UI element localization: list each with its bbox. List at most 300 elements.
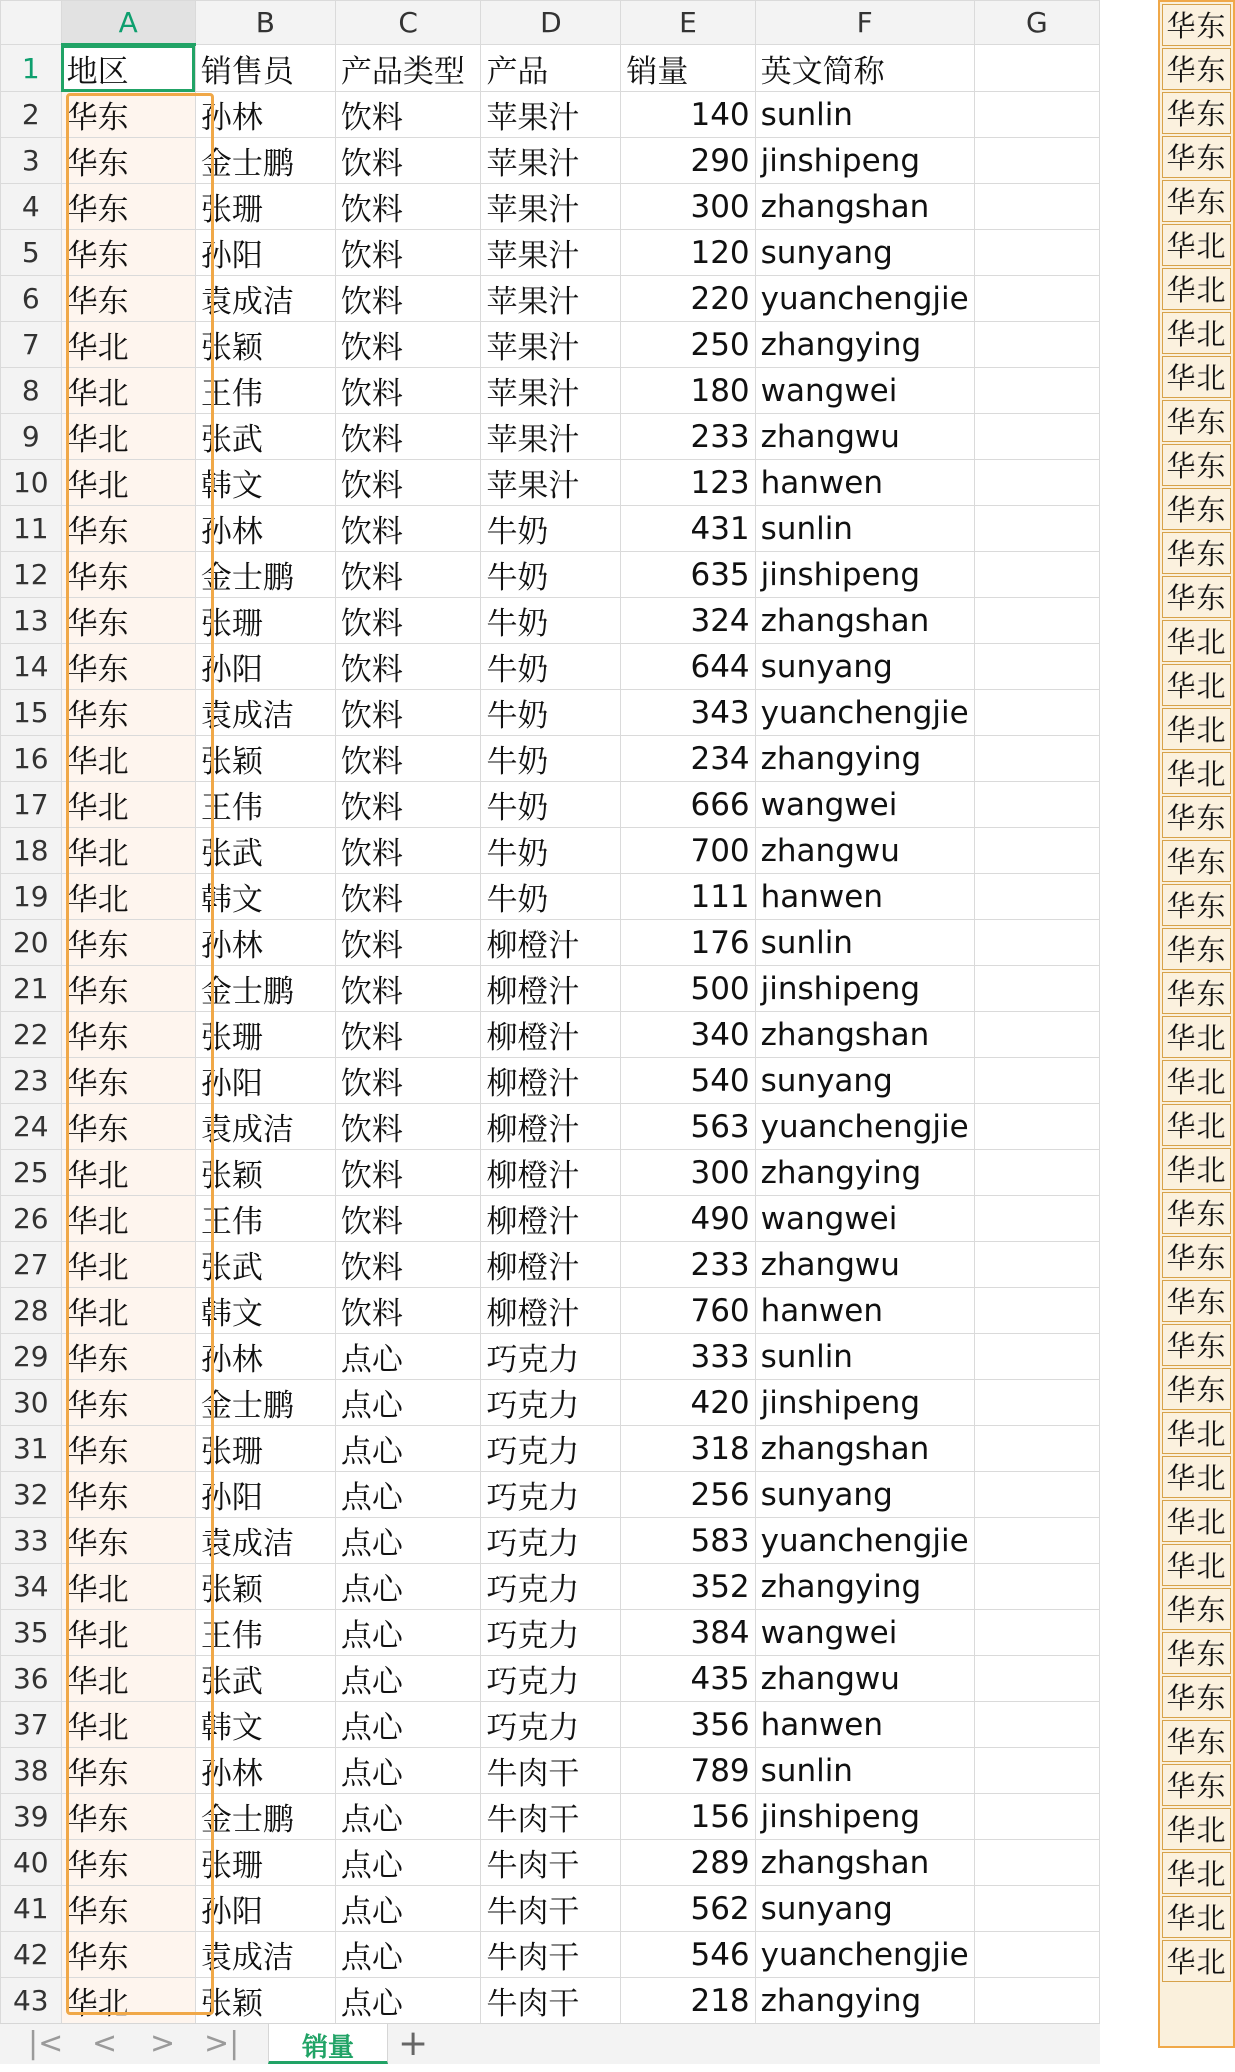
- cell-e6[interactable]: 220: [621, 276, 755, 322]
- cell-f20[interactable]: sunlin: [755, 920, 974, 966]
- cell-e17[interactable]: 666: [621, 782, 755, 828]
- cell-a22[interactable]: 华东: [61, 1012, 195, 1058]
- cell-g14[interactable]: [974, 644, 1099, 690]
- cell-c43[interactable]: 点心: [335, 1978, 481, 2024]
- cell-a40[interactable]: 华东: [61, 1840, 195, 1886]
- cell-a7[interactable]: 华北: [61, 322, 195, 368]
- cell-b14[interactable]: 孙阳: [195, 644, 335, 690]
- cell-f37[interactable]: hanwen: [755, 1702, 974, 1748]
- row-header[interactable]: 37: [1, 1702, 62, 1748]
- cell-f12[interactable]: jinshipeng: [755, 552, 974, 598]
- cell-d25[interactable]: 柳橙汁: [481, 1150, 621, 1196]
- side-panel-item[interactable]: 华东: [1162, 400, 1231, 442]
- cell-d41[interactable]: 牛肉干: [481, 1886, 621, 1932]
- cell-c9[interactable]: 饮料: [335, 414, 481, 460]
- cell-g28[interactable]: [974, 1288, 1099, 1334]
- cell-c22[interactable]: 饮料: [335, 1012, 481, 1058]
- side-panel-item[interactable]: 华北: [1162, 752, 1231, 794]
- row-header[interactable]: 23: [1, 1058, 62, 1104]
- column-header-g[interactable]: G: [974, 1, 1099, 45]
- cell-a15[interactable]: 华东: [61, 690, 195, 736]
- row-header[interactable]: 17: [1, 782, 62, 828]
- sheet-tab-sales[interactable]: 销量: [268, 2024, 388, 2064]
- cell-d37[interactable]: 巧克力: [481, 1702, 621, 1748]
- cell-e4[interactable]: 300: [621, 184, 755, 230]
- cell-e7[interactable]: 250: [621, 322, 755, 368]
- cell-b28[interactable]: 韩文: [195, 1288, 335, 1334]
- cell-c31[interactable]: 点心: [335, 1426, 481, 1472]
- column-header-a[interactable]: A: [61, 1, 195, 45]
- cell-a42[interactable]: 华东: [61, 1932, 195, 1978]
- cell-d30[interactable]: 巧克力: [481, 1380, 621, 1426]
- cell-g18[interactable]: [974, 828, 1099, 874]
- cell-c1[interactable]: 产品类型: [335, 45, 481, 92]
- row-header[interactable]: 30: [1, 1380, 62, 1426]
- side-panel-item[interactable]: 华东: [1162, 1632, 1231, 1674]
- cell-d28[interactable]: 柳橙汁: [481, 1288, 621, 1334]
- cell-b4[interactable]: 张珊: [195, 184, 335, 230]
- cell-b24[interactable]: 袁成洁: [195, 1104, 335, 1150]
- cell-b12[interactable]: 金士鹏: [195, 552, 335, 598]
- cell-d40[interactable]: 牛肉干: [481, 1840, 621, 1886]
- cell-c14[interactable]: 饮料: [335, 644, 481, 690]
- row-header[interactable]: 16: [1, 736, 62, 782]
- column-header-d[interactable]: D: [481, 1, 621, 45]
- cell-b16[interactable]: 张颖: [195, 736, 335, 782]
- cell-c13[interactable]: 饮料: [335, 598, 481, 644]
- row-header[interactable]: 39: [1, 1794, 62, 1840]
- cell-f8[interactable]: wangwei: [755, 368, 974, 414]
- cell-g32[interactable]: [974, 1472, 1099, 1518]
- cell-a36[interactable]: 华北: [61, 1656, 195, 1702]
- row-header[interactable]: 33: [1, 1518, 62, 1564]
- row-header[interactable]: 34: [1, 1564, 62, 1610]
- cell-a14[interactable]: 华东: [61, 644, 195, 690]
- cell-e35[interactable]: 384: [621, 1610, 755, 1656]
- side-panel-item[interactable]: 华北: [1162, 268, 1231, 310]
- side-panel-item[interactable]: 华北: [1162, 1412, 1231, 1454]
- cell-g19[interactable]: [974, 874, 1099, 920]
- cell-g37[interactable]: [974, 1702, 1099, 1748]
- cell-g25[interactable]: [974, 1150, 1099, 1196]
- cell-e37[interactable]: 356: [621, 1702, 755, 1748]
- cell-e16[interactable]: 234: [621, 736, 755, 782]
- cell-d21[interactable]: 柳橙汁: [481, 966, 621, 1012]
- side-panel-item[interactable]: 华东: [1162, 1280, 1231, 1322]
- cell-g39[interactable]: [974, 1794, 1099, 1840]
- cell-a16[interactable]: 华北: [61, 736, 195, 782]
- cell-a43[interactable]: 华北: [61, 1978, 195, 2024]
- cell-d6[interactable]: 苹果汁: [481, 276, 621, 322]
- cell-b17[interactable]: 王伟: [195, 782, 335, 828]
- cell-b15[interactable]: 袁成洁: [195, 690, 335, 736]
- row-header[interactable]: 20: [1, 920, 62, 966]
- cell-f15[interactable]: yuanchengjie: [755, 690, 974, 736]
- cell-g8[interactable]: [974, 368, 1099, 414]
- cell-f29[interactable]: sunlin: [755, 1334, 974, 1380]
- cell-b5[interactable]: 孙阳: [195, 230, 335, 276]
- cell-b23[interactable]: 孙阳: [195, 1058, 335, 1104]
- side-panel-item[interactable]: 华东: [1162, 840, 1231, 882]
- cell-e20[interactable]: 176: [621, 920, 755, 966]
- cell-b21[interactable]: 金士鹏: [195, 966, 335, 1012]
- cell-e8[interactable]: 180: [621, 368, 755, 414]
- cell-a38[interactable]: 华东: [61, 1748, 195, 1794]
- cell-c28[interactable]: 饮料: [335, 1288, 481, 1334]
- row-header[interactable]: 27: [1, 1242, 62, 1288]
- row-header[interactable]: 42: [1, 1932, 62, 1978]
- cell-a19[interactable]: 华北: [61, 874, 195, 920]
- side-panel-item[interactable]: 华东: [1162, 4, 1231, 46]
- cell-d43[interactable]: 牛肉干: [481, 1978, 621, 2024]
- cell-d38[interactable]: 牛肉干: [481, 1748, 621, 1794]
- cell-f16[interactable]: zhangying: [755, 736, 974, 782]
- cell-f6[interactable]: yuanchengjie: [755, 276, 974, 322]
- row-header[interactable]: 1: [1, 45, 62, 92]
- cell-f26[interactable]: wangwei: [755, 1196, 974, 1242]
- cell-f39[interactable]: jinshipeng: [755, 1794, 974, 1840]
- cell-d8[interactable]: 苹果汁: [481, 368, 621, 414]
- cell-a39[interactable]: 华东: [61, 1794, 195, 1840]
- cell-a31[interactable]: 华东: [61, 1426, 195, 1472]
- cell-c40[interactable]: 点心: [335, 1840, 481, 1886]
- cell-a13[interactable]: 华东: [61, 598, 195, 644]
- cell-b20[interactable]: 孙林: [195, 920, 335, 966]
- cell-c41[interactable]: 点心: [335, 1886, 481, 1932]
- side-panel-item[interactable]: 华北: [1162, 1940, 1231, 1982]
- cell-f40[interactable]: zhangshan: [755, 1840, 974, 1886]
- side-panel-item[interactable]: 华东: [1162, 576, 1231, 618]
- cell-c35[interactable]: 点心: [335, 1610, 481, 1656]
- cell-f5[interactable]: sunyang: [755, 230, 974, 276]
- cell-a11[interactable]: 华东: [61, 506, 195, 552]
- cell-a26[interactable]: 华北: [61, 1196, 195, 1242]
- cell-g5[interactable]: [974, 230, 1099, 276]
- cell-a1[interactable]: 地区: [61, 45, 195, 92]
- cell-e18[interactable]: 700: [621, 828, 755, 874]
- cell-b40[interactable]: 张珊: [195, 1840, 335, 1886]
- cell-c38[interactable]: 点心: [335, 1748, 481, 1794]
- cell-a20[interactable]: 华东: [61, 920, 195, 966]
- cell-c6[interactable]: 饮料: [335, 276, 481, 322]
- cell-b27[interactable]: 张武: [195, 1242, 335, 1288]
- cell-b25[interactable]: 张颖: [195, 1150, 335, 1196]
- cell-g16[interactable]: [974, 736, 1099, 782]
- row-header[interactable]: 25: [1, 1150, 62, 1196]
- cell-d36[interactable]: 巧克力: [481, 1656, 621, 1702]
- cell-b13[interactable]: 张珊: [195, 598, 335, 644]
- cell-f9[interactable]: zhangwu: [755, 414, 974, 460]
- row-header[interactable]: 12: [1, 552, 62, 598]
- cell-c29[interactable]: 点心: [335, 1334, 481, 1380]
- cell-d10[interactable]: 苹果汁: [481, 460, 621, 506]
- row-header[interactable]: 10: [1, 460, 62, 506]
- cell-c34[interactable]: 点心: [335, 1564, 481, 1610]
- cell-g2[interactable]: [974, 92, 1099, 138]
- cell-c37[interactable]: 点心: [335, 1702, 481, 1748]
- cell-g26[interactable]: [974, 1196, 1099, 1242]
- cell-d24[interactable]: 柳橙汁: [481, 1104, 621, 1150]
- cell-b10[interactable]: 韩文: [195, 460, 335, 506]
- cell-e39[interactable]: 156: [621, 1794, 755, 1840]
- cell-a23[interactable]: 华东: [61, 1058, 195, 1104]
- cell-b39[interactable]: 金士鹏: [195, 1794, 335, 1840]
- cell-c23[interactable]: 饮料: [335, 1058, 481, 1104]
- cell-c32[interactable]: 点心: [335, 1472, 481, 1518]
- cell-e24[interactable]: 563: [621, 1104, 755, 1150]
- cell-d17[interactable]: 牛奶: [481, 782, 621, 828]
- cell-a9[interactable]: 华北: [61, 414, 195, 460]
- cell-f17[interactable]: wangwei: [755, 782, 974, 828]
- cell-a21[interactable]: 华东: [61, 966, 195, 1012]
- cell-c39[interactable]: 点心: [335, 1794, 481, 1840]
- cell-a4[interactable]: 华东: [61, 184, 195, 230]
- side-panel-item[interactable]: 华东: [1162, 488, 1231, 530]
- cell-g21[interactable]: [974, 966, 1099, 1012]
- cell-d3[interactable]: 苹果汁: [481, 138, 621, 184]
- cell-e27[interactable]: 233: [621, 1242, 755, 1288]
- cell-d31[interactable]: 巧克力: [481, 1426, 621, 1472]
- cell-e40[interactable]: 289: [621, 1840, 755, 1886]
- cell-g35[interactable]: [974, 1610, 1099, 1656]
- side-panel-item[interactable]: 华东: [1162, 92, 1231, 134]
- cell-e21[interactable]: 500: [621, 966, 755, 1012]
- cell-g11[interactable]: [974, 506, 1099, 552]
- cell-f41[interactable]: sunyang: [755, 1886, 974, 1932]
- cell-a37[interactable]: 华北: [61, 1702, 195, 1748]
- cell-a41[interactable]: 华东: [61, 1886, 195, 1932]
- cell-a17[interactable]: 华北: [61, 782, 195, 828]
- cell-c25[interactable]: 饮料: [335, 1150, 481, 1196]
- cell-g33[interactable]: [974, 1518, 1099, 1564]
- cell-f28[interactable]: hanwen: [755, 1288, 974, 1334]
- cell-e32[interactable]: 256: [621, 1472, 755, 1518]
- cell-d32[interactable]: 巧克力: [481, 1472, 621, 1518]
- cell-e23[interactable]: 540: [621, 1058, 755, 1104]
- cell-c12[interactable]: 饮料: [335, 552, 481, 598]
- cell-d34[interactable]: 巧克力: [481, 1564, 621, 1610]
- side-panel-item[interactable]: 华北: [1162, 1104, 1231, 1146]
- cell-c33[interactable]: 点心: [335, 1518, 481, 1564]
- side-panel-item[interactable]: 华北: [1162, 620, 1231, 662]
- cell-f11[interactable]: sunlin: [755, 506, 974, 552]
- side-panel-item[interactable]: 华北: [1162, 1060, 1231, 1102]
- cell-f27[interactable]: zhangwu: [755, 1242, 974, 1288]
- cell-g27[interactable]: [974, 1242, 1099, 1288]
- cell-f35[interactable]: wangwei: [755, 1610, 974, 1656]
- cell-c15[interactable]: 饮料: [335, 690, 481, 736]
- cell-g6[interactable]: [974, 276, 1099, 322]
- cell-g34[interactable]: [974, 1564, 1099, 1610]
- side-panel-item[interactable]: 华东: [1162, 1236, 1231, 1278]
- side-panel-item[interactable]: 华东: [1162, 1720, 1231, 1762]
- cell-b18[interactable]: 张武: [195, 828, 335, 874]
- cell-c30[interactable]: 点心: [335, 1380, 481, 1426]
- cell-c17[interactable]: 饮料: [335, 782, 481, 828]
- next-sheet-nav-icon[interactable]: >: [150, 2026, 176, 2061]
- cell-e36[interactable]: 435: [621, 1656, 755, 1702]
- cell-b1[interactable]: 销售员: [195, 45, 335, 92]
- cell-c10[interactable]: 饮料: [335, 460, 481, 506]
- cell-b36[interactable]: 张武: [195, 1656, 335, 1702]
- cell-a33[interactable]: 华东: [61, 1518, 195, 1564]
- cell-f18[interactable]: zhangwu: [755, 828, 974, 874]
- cell-b32[interactable]: 孙阳: [195, 1472, 335, 1518]
- side-panel-item[interactable]: 华北: [1162, 1500, 1231, 1542]
- cell-d9[interactable]: 苹果汁: [481, 414, 621, 460]
- cell-d12[interactable]: 牛奶: [481, 552, 621, 598]
- side-panel-item[interactable]: 华北: [1162, 664, 1231, 706]
- side-panel-item[interactable]: 华北: [1162, 1852, 1231, 1894]
- row-header[interactable]: 4: [1, 184, 62, 230]
- side-panel-item[interactable]: 华东: [1162, 1676, 1231, 1718]
- cell-g41[interactable]: [974, 1886, 1099, 1932]
- cell-g22[interactable]: [974, 1012, 1099, 1058]
- cell-d27[interactable]: 柳橙汁: [481, 1242, 621, 1288]
- cell-a12[interactable]: 华东: [61, 552, 195, 598]
- cell-a10[interactable]: 华北: [61, 460, 195, 506]
- cell-f43[interactable]: zhangying: [755, 1978, 974, 2024]
- first-sheet-nav-icon[interactable]: |<: [28, 2026, 64, 2061]
- cell-b26[interactable]: 王伟: [195, 1196, 335, 1242]
- cell-e13[interactable]: 324: [621, 598, 755, 644]
- cell-c36[interactable]: 点心: [335, 1656, 481, 1702]
- cell-f1[interactable]: 英文简称: [755, 45, 974, 92]
- side-panel-item[interactable]: 华东: [1162, 1368, 1231, 1410]
- side-panel-item[interactable]: 华北: [1162, 356, 1231, 398]
- side-panel-item[interactable]: 华东: [1162, 884, 1231, 926]
- cell-f38[interactable]: sunlin: [755, 1748, 974, 1794]
- cell-b3[interactable]: 金士鹏: [195, 138, 335, 184]
- cell-g20[interactable]: [974, 920, 1099, 966]
- row-header[interactable]: 36: [1, 1656, 62, 1702]
- cell-g9[interactable]: [974, 414, 1099, 460]
- cell-d42[interactable]: 牛肉干: [481, 1932, 621, 1978]
- side-panel-item[interactable]: 华北: [1162, 1016, 1231, 1058]
- cell-a28[interactable]: 华北: [61, 1288, 195, 1334]
- cell-e25[interactable]: 300: [621, 1150, 755, 1196]
- row-header[interactable]: 18: [1, 828, 62, 874]
- cell-d18[interactable]: 牛奶: [481, 828, 621, 874]
- cell-f22[interactable]: zhangshan: [755, 1012, 974, 1058]
- cell-a25[interactable]: 华北: [61, 1150, 195, 1196]
- cell-d26[interactable]: 柳橙汁: [481, 1196, 621, 1242]
- cell-e30[interactable]: 420: [621, 1380, 755, 1426]
- row-header[interactable]: 2: [1, 92, 62, 138]
- side-panel-item[interactable]: 华北: [1162, 1808, 1231, 1850]
- cell-e41[interactable]: 562: [621, 1886, 755, 1932]
- cell-b22[interactable]: 张珊: [195, 1012, 335, 1058]
- cell-e43[interactable]: 218: [621, 1978, 755, 2024]
- cell-e5[interactable]: 120: [621, 230, 755, 276]
- cell-d19[interactable]: 牛奶: [481, 874, 621, 920]
- cell-f10[interactable]: hanwen: [755, 460, 974, 506]
- cell-a35[interactable]: 华北: [61, 1610, 195, 1656]
- row-header[interactable]: 28: [1, 1288, 62, 1334]
- cell-f34[interactable]: zhangying: [755, 1564, 974, 1610]
- cell-e14[interactable]: 644: [621, 644, 755, 690]
- row-header[interactable]: 7: [1, 322, 62, 368]
- cell-a8[interactable]: 华北: [61, 368, 195, 414]
- cell-f2[interactable]: sunlin: [755, 92, 974, 138]
- row-header[interactable]: 24: [1, 1104, 62, 1150]
- cell-a3[interactable]: 华东: [61, 138, 195, 184]
- cell-b31[interactable]: 张珊: [195, 1426, 335, 1472]
- select-all-corner[interactable]: [1, 1, 62, 45]
- row-header[interactable]: 13: [1, 598, 62, 644]
- cell-d35[interactable]: 巧克力: [481, 1610, 621, 1656]
- cell-d15[interactable]: 牛奶: [481, 690, 621, 736]
- cell-c16[interactable]: 饮料: [335, 736, 481, 782]
- cell-b6[interactable]: 袁成洁: [195, 276, 335, 322]
- cell-a18[interactable]: 华北: [61, 828, 195, 874]
- row-header[interactable]: 41: [1, 1886, 62, 1932]
- cell-e29[interactable]: 333: [621, 1334, 755, 1380]
- side-panel-item[interactable]: 华东: [1162, 972, 1231, 1014]
- cell-g23[interactable]: [974, 1058, 1099, 1104]
- row-header[interactable]: 15: [1, 690, 62, 736]
- cell-c21[interactable]: 饮料: [335, 966, 481, 1012]
- cell-e12[interactable]: 635: [621, 552, 755, 598]
- cell-b9[interactable]: 张武: [195, 414, 335, 460]
- cell-f13[interactable]: zhangshan: [755, 598, 974, 644]
- cell-g40[interactable]: [974, 1840, 1099, 1886]
- cell-d14[interactable]: 牛奶: [481, 644, 621, 690]
- side-panel-item[interactable]: 华北: [1162, 1544, 1231, 1586]
- cell-g29[interactable]: [974, 1334, 1099, 1380]
- cell-b29[interactable]: 孙林: [195, 1334, 335, 1380]
- row-header[interactable]: 14: [1, 644, 62, 690]
- cell-f7[interactable]: zhangying: [755, 322, 974, 368]
- row-header[interactable]: 5: [1, 230, 62, 276]
- side-panel-item[interactable]: 华东: [1162, 444, 1231, 486]
- side-panel-item[interactable]: 华东: [1162, 136, 1231, 178]
- cell-a24[interactable]: 华东: [61, 1104, 195, 1150]
- cell-g38[interactable]: [974, 1748, 1099, 1794]
- cell-b41[interactable]: 孙阳: [195, 1886, 335, 1932]
- cell-d29[interactable]: 巧克力: [481, 1334, 621, 1380]
- cell-g3[interactable]: [974, 138, 1099, 184]
- row-header[interactable]: 29: [1, 1334, 62, 1380]
- side-panel-item[interactable]: 华东: [1162, 48, 1231, 90]
- row-header[interactable]: 43: [1, 1978, 62, 2024]
- cell-c27[interactable]: 饮料: [335, 1242, 481, 1288]
- cell-c42[interactable]: 点心: [335, 1932, 481, 1978]
- row-header[interactable]: 9: [1, 414, 62, 460]
- cell-f33[interactable]: yuanchengjie: [755, 1518, 974, 1564]
- cell-a32[interactable]: 华东: [61, 1472, 195, 1518]
- cell-d39[interactable]: 牛肉干: [481, 1794, 621, 1840]
- column-header-f[interactable]: F: [755, 1, 974, 45]
- cell-a34[interactable]: 华北: [61, 1564, 195, 1610]
- cell-f21[interactable]: jinshipeng: [755, 966, 974, 1012]
- cell-c8[interactable]: 饮料: [335, 368, 481, 414]
- cell-a6[interactable]: 华东: [61, 276, 195, 322]
- cell-a30[interactable]: 华东: [61, 1380, 195, 1426]
- cell-b34[interactable]: 张颖: [195, 1564, 335, 1610]
- cell-f24[interactable]: yuanchengjie: [755, 1104, 974, 1150]
- cell-d5[interactable]: 苹果汁: [481, 230, 621, 276]
- cell-b33[interactable]: 袁成洁: [195, 1518, 335, 1564]
- cell-e2[interactable]: 140: [621, 92, 755, 138]
- cell-g17[interactable]: [974, 782, 1099, 828]
- cell-e11[interactable]: 431: [621, 506, 755, 552]
- cell-f23[interactable]: sunyang: [755, 1058, 974, 1104]
- cell-b2[interactable]: 孙林: [195, 92, 335, 138]
- row-header[interactable]: 22: [1, 1012, 62, 1058]
- side-panel-item[interactable]: 华北: [1162, 224, 1231, 266]
- cell-e28[interactable]: 760: [621, 1288, 755, 1334]
